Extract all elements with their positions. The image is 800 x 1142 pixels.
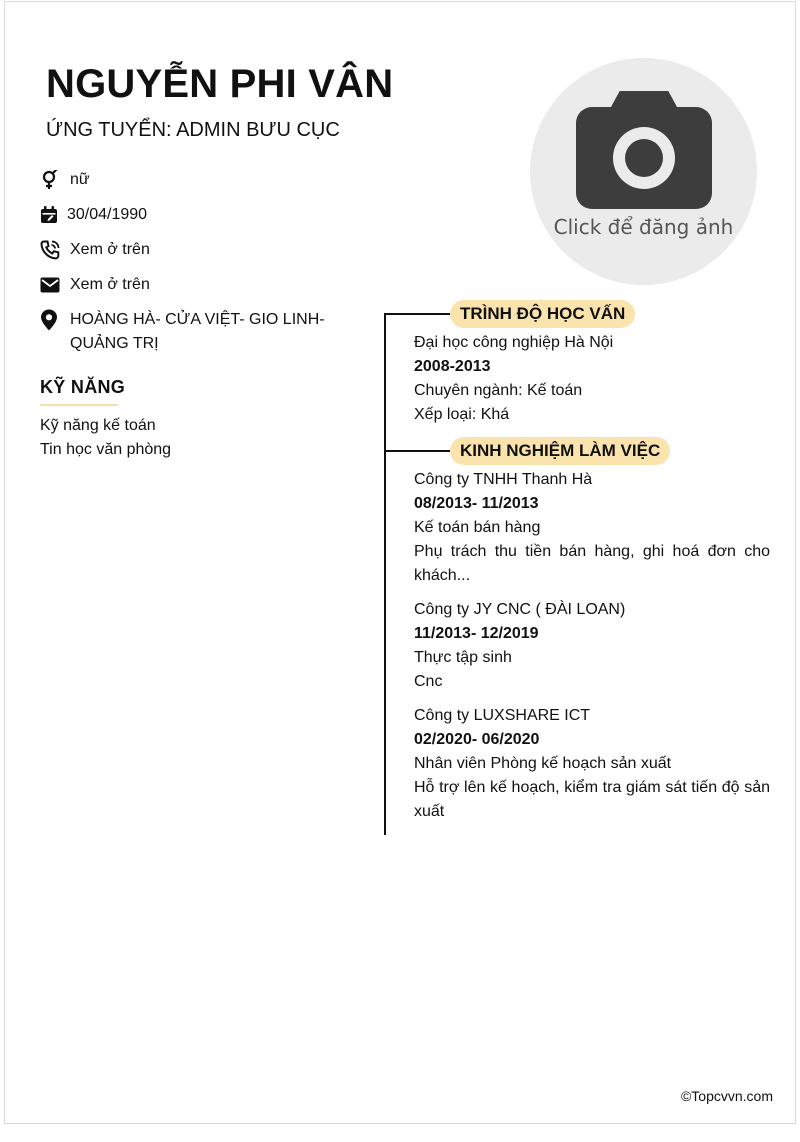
skills-title: KỸ NĂNG — [40, 377, 126, 397]
avatar-upload[interactable] — [530, 58, 757, 285]
education-major: Chuyên ngành: Kế toán — [414, 382, 583, 399]
phone-icon — [40, 238, 62, 262]
company-name: Công ty JY CNC ( ĐÀI LOAN) — [414, 601, 626, 618]
education-list — [414, 331, 770, 437]
job-role: Kế toán bán hàng — [414, 519, 541, 536]
skills-title-underline — [40, 404, 118, 406]
calendar-icon — [40, 203, 58, 227]
location-pin-icon — [40, 308, 62, 332]
job-description: Cnc — [414, 673, 443, 690]
experience-time: 02/2020- 06/2020 — [414, 731, 540, 748]
experience-title: KINH NGHIỆM LÀM VIỆC — [450, 437, 670, 465]
address-value: HOÀNG HÀ- CỬA VIỆT- GIO LINH- QUẢNG TRỊ — [70, 311, 325, 352]
job-description: Phụ trách thu tiền bán hàng, ghi hoá đơn cho khách... — [414, 543, 770, 584]
experience-entry — [414, 468, 770, 588]
birthday-value: 30/04/1990 — [67, 206, 148, 223]
gender-value: nữ — [70, 171, 90, 188]
applied-position: ỨNG TUYỂN: ADMIN BƯU CỤC — [46, 119, 340, 141]
copyright-footer: ©Topcvvn.com — [680, 1088, 773, 1104]
envelope-icon — [40, 273, 62, 297]
address-row — [40, 308, 340, 356]
company-name: Công ty TNHH Thanh Hà — [414, 471, 593, 488]
skill-item: Tin học văn phòng — [40, 441, 172, 458]
education-time: 2008-2013 — [414, 358, 491, 375]
skills-section — [40, 377, 340, 462]
school-name: Đại học công nghiệp Hà Nội — [414, 334, 614, 351]
camera-icon — [576, 91, 712, 209]
education-entry — [414, 331, 770, 427]
company-name: Công ty LUXSHARE ICT — [414, 707, 591, 724]
phone-row — [40, 238, 340, 273]
birthday-row — [40, 203, 340, 238]
candidate-name: NGUYỄN PHI VÂN — [46, 62, 394, 106]
experience-list — [414, 468, 770, 834]
avatar-upload-label: Click để đăng ảnh — [553, 215, 734, 239]
skill-item: Kỹ năng kế toán — [40, 417, 156, 434]
phone-value: Xem ở trên — [70, 241, 150, 258]
job-role: Nhân viên Phòng kế hoạch sản xuất — [414, 755, 672, 772]
timeline-connector — [384, 450, 450, 452]
experience-entry — [414, 598, 770, 694]
experience-time: 08/2013- 11/2013 — [414, 495, 539, 512]
timeline-connector — [384, 313, 450, 315]
experience-heading — [384, 437, 670, 465]
education-heading — [384, 300, 635, 328]
job-role: Thực tập sinh — [414, 649, 512, 666]
gender-row — [40, 168, 340, 203]
experience-time: 11/2013- 12/2019 — [414, 625, 539, 642]
email-row — [40, 273, 340, 308]
email-value: Xem ở trên — [70, 276, 150, 293]
education-title: TRÌNH ĐỘ HỌC VẤN — [450, 300, 635, 328]
gender-icon — [40, 168, 62, 192]
personal-info — [40, 168, 340, 356]
education-grade: Xếp loại: Khá — [414, 406, 510, 423]
job-description: Hỗ trợ lên kế hoạch, kiểm tra giám sát tiến độ sản xuất — [414, 779, 770, 820]
experience-entry — [414, 704, 770, 824]
timeline-line — [384, 314, 386, 835]
